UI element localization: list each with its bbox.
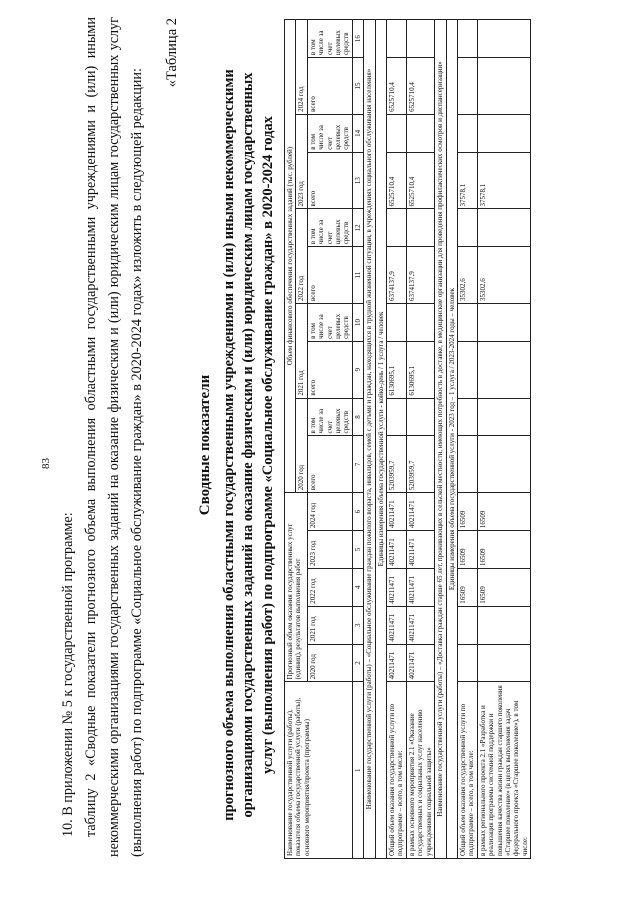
forecast-cell: 40211471 <box>406 493 434 531</box>
unit-of-measure: Единицы измерения объема государственной услуги - койко-день / 1 услуга / человек <box>375 20 386 859</box>
column-number: 14 <box>352 114 363 152</box>
finance-cell <box>477 436 530 493</box>
header-year: 2023 год <box>296 114 307 209</box>
forecast-cell: 40211471 <box>406 531 434 569</box>
column-number: 3 <box>352 606 363 644</box>
finance-cell: 5203959,7 <box>387 436 407 493</box>
table-heading <box>196 65 278 825</box>
header-name: Наименование государственной услуги (работы), показателя объема государственной услуги (работы), основного мероприятия/проекта (программы) <box>285 682 353 859</box>
finance-cell <box>477 20 530 58</box>
finance-cell: 6130695,1 <box>387 341 407 398</box>
finance-cell <box>387 20 407 58</box>
service-name: Наименование государственной услуги (работы) – «Социальное обслуживание граждан пожилого возраста, инвалидов, семей с детьми и граждан, находящихся в трудной жизненной ситуации, в учреждениях социального обслуживания населения» <box>364 20 375 859</box>
finance-cell <box>477 114 530 152</box>
header-year: 2024 год <box>307 493 352 531</box>
forecast-cell: 16509 <box>477 531 530 569</box>
header-incl: в том числе за счет целевых средств <box>307 114 352 152</box>
finance-cell: 35302,6 <box>477 247 530 304</box>
finance-cell <box>406 20 434 58</box>
row-name: Общий объем оказания государственной услуги по подпрограмме – всего, в том числе: <box>457 682 477 859</box>
finance-cell: 6525710,4 <box>387 58 407 115</box>
finance-cell <box>457 398 477 436</box>
unit-of-measure: Единицы измерения объема государственной услуги - 2023 год – 1 услуга / 2023-2024 годы – человек <box>446 20 457 859</box>
finance-cell <box>387 304 407 342</box>
finance-cell: 37578,1 <box>457 152 477 209</box>
forecast-cell: 40211471 <box>406 568 434 606</box>
finance-cell <box>387 209 407 247</box>
forecast-cell: 40211471 <box>406 606 434 644</box>
forecast-cell <box>457 644 477 682</box>
column-number: 16 <box>352 20 363 58</box>
header-incl: в том числе за счет целевых средств <box>307 304 352 342</box>
table-header-row <box>285 20 296 859</box>
column-number: 5 <box>352 531 363 569</box>
column-number: 15 <box>352 58 363 115</box>
row-name: в рамках регионального проекта 2.1 «Разработка и реализация программы системной поддержки и повышения качества жизни граждан старшего поколения «Старшее поколение» (в целях выполнения задач федерального проекта «Старшее поколение»), в том числе: <box>477 682 530 859</box>
finance-cell <box>477 304 530 342</box>
finance-cell <box>477 209 530 247</box>
forecast-cell <box>477 644 530 682</box>
finance-cell <box>477 398 530 436</box>
forecast-cell: 16509 <box>477 568 530 606</box>
finance-cell: 6525710,4 <box>406 152 434 209</box>
finance-cell <box>457 436 477 493</box>
finance-cell: 6525710,4 <box>387 152 407 209</box>
header-incl: в том числе за счет целевых средств <box>307 398 352 436</box>
column-number: 1 <box>352 682 363 859</box>
finance-cell <box>406 209 434 247</box>
finance-cell: 6525710,4 <box>406 58 434 115</box>
header-forecast: Прогнозный объем оказания государственных услуг (единиц), результатов выполнения работ <box>285 493 308 682</box>
column-number: 11 <box>352 247 363 304</box>
finance-cell: 6374137,9 <box>406 247 434 304</box>
finance-cell <box>457 209 477 247</box>
row-name: в рамках основного мероприятия 2.1 «Оказание государственных и социальных услуг населению учреждениями социальной защиты» <box>406 682 434 859</box>
heading-title: Сводные показатели <box>197 374 213 516</box>
finance-cell: 35302,6 <box>457 247 477 304</box>
service-name-row <box>364 20 375 859</box>
column-number: 2 <box>352 644 363 682</box>
unit-row <box>375 20 386 859</box>
finance-cell: 5203959,7 <box>406 436 434 493</box>
finance-cell: 6374137,9 <box>387 247 407 304</box>
header-total: всего <box>307 152 352 209</box>
header-year: 2022 год <box>296 209 307 304</box>
header-incl: в том числе за счет целевых средств <box>307 209 352 247</box>
service-name: Наименование государственной услуги (работы) – «Доставка граждан старше 65 лет, проживающих в сельской местности, имеющих потребность в доставке, в медицинские организации для проведения профилактических осмотров и диспансеризации» <box>435 20 446 859</box>
table-label: «Таблица 2 <box>164 18 180 88</box>
finance-cell <box>477 341 530 398</box>
forecast-cell: 40211471 <box>387 606 407 644</box>
indicators-table <box>284 19 531 859</box>
heading-subtitle: прогнозного объема выполнения областными государственными учреждениями и (или) иными некоммерческими организациями государственных заданий на оказание физическим и (или) юридическим лицам государственных услуг (выполнения работ) по подпрограмме «Социальное обслуживание граждан» в 2020-2024 годах <box>220 69 276 821</box>
forecast-cell: 40211471 <box>387 568 407 606</box>
header-total: всего <box>307 58 352 115</box>
page-number: 83 <box>40 458 52 469</box>
forecast-cell <box>477 606 530 644</box>
finance-cell <box>477 58 530 115</box>
finance-cell: 37578,1 <box>477 152 530 209</box>
header-finance: Объем финансового обеспечения государственных заданий (тыс. рублей) <box>285 20 296 493</box>
header-year: 2021 год <box>307 606 352 644</box>
header-year: 2020 год <box>307 644 352 682</box>
intro-text <box>57 17 149 857</box>
forecast-cell <box>457 606 477 644</box>
finance-cell <box>406 114 434 152</box>
forecast-cell: 40211471 <box>387 644 407 682</box>
header-total: всего <box>307 436 352 493</box>
finance-cell <box>457 20 477 58</box>
service-name-row <box>435 20 446 859</box>
table-row <box>406 20 434 859</box>
column-number: 13 <box>352 152 363 209</box>
finance-cell <box>406 398 434 436</box>
forecast-cell: 16509 <box>457 493 477 531</box>
header-total: всего <box>307 247 352 304</box>
header-year: 2023 год <box>307 531 352 569</box>
column-number: 7 <box>352 436 363 493</box>
finance-cell: 6130695,1 <box>406 341 434 398</box>
forecast-cell: 16509 <box>457 531 477 569</box>
column-number: 12 <box>352 209 363 247</box>
header-incl: в том числе за счет целевых средств <box>307 20 352 58</box>
column-number-row <box>352 20 363 859</box>
column-number: 4 <box>352 568 363 606</box>
forecast-cell: 40211471 <box>387 493 407 531</box>
column-number: 9 <box>352 341 363 398</box>
header-year: 2022 год <box>307 568 352 606</box>
finance-cell <box>406 304 434 342</box>
finance-cell <box>457 304 477 342</box>
header-year: 2020 год <box>296 398 307 493</box>
table-row <box>457 20 477 859</box>
forecast-cell: 40211471 <box>406 644 434 682</box>
header-year: 2024 год <box>296 20 307 115</box>
finance-cell <box>387 114 407 152</box>
forecast-cell: 40211471 <box>387 531 407 569</box>
column-number: 6 <box>352 493 363 531</box>
column-number: 8 <box>352 398 363 436</box>
finance-cell <box>457 58 477 115</box>
unit-row <box>446 20 457 859</box>
table-row <box>477 20 530 859</box>
header-total: всего <box>307 341 352 398</box>
forecast-cell: 16509 <box>477 493 530 531</box>
intro-line: 10. В приложении № 5 к государственной программе: <box>60 512 76 837</box>
finance-cell <box>457 114 477 152</box>
row-name: Общий объем оказания государственной услуги по подпрограмме – всего, в том числе: <box>387 682 407 859</box>
column-number: 10 <box>352 304 363 342</box>
header-year: 2021 год <box>296 304 307 399</box>
finance-cell <box>457 341 477 398</box>
forecast-cell: 16509 <box>457 568 477 606</box>
table-row <box>387 20 407 859</box>
finance-cell <box>387 398 407 436</box>
intro-paragraph: таблицу 2 «Сводные показатели прогнозного объема выполнения областными государственными учреждениями и (или) иными некоммерческими организациями государственных заданий на оказание физическим и (или) юридическим лицам государственных услуг (выполнения работ) по подпрограмме «Социальное обслуживание граждан» в 2020-2024 годах» изложить в следующей редакции: <box>83 17 145 857</box>
